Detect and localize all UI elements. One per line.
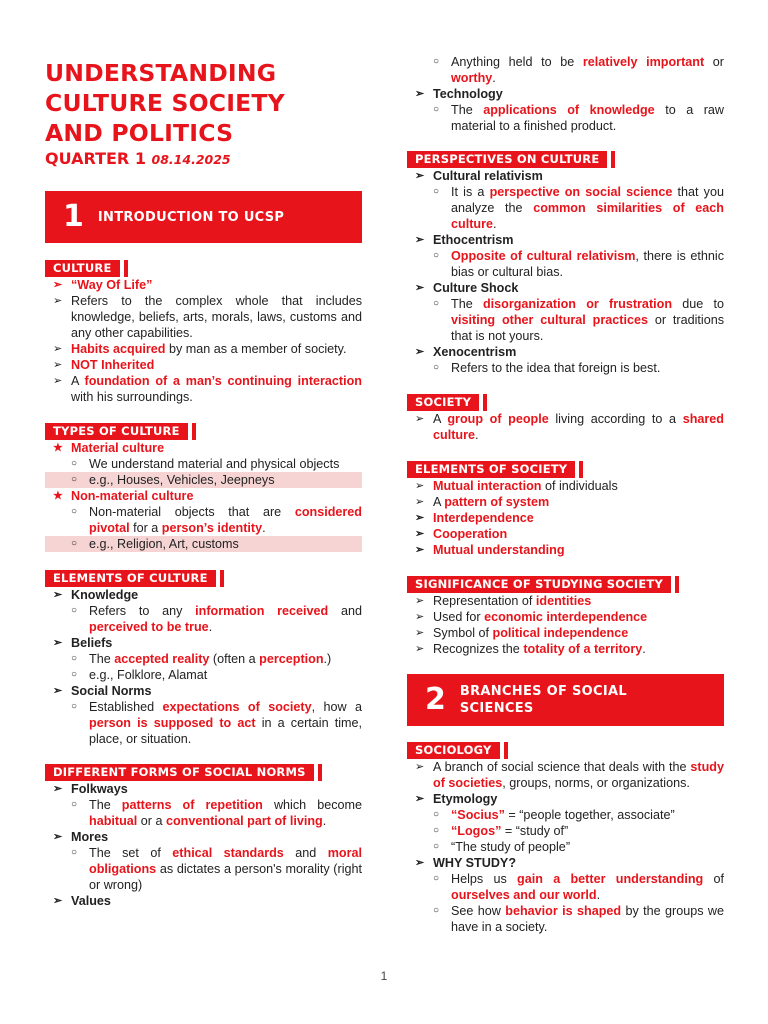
elements-society-list — [407, 478, 724, 558]
star-icon: ★ — [53, 442, 63, 454]
circle-icon: ○ — [71, 458, 78, 469]
list-item: ➢ Knowledge — [53, 588, 139, 602]
arrow-icon: ➢ — [53, 343, 63, 355]
arrow-icon: ➢ — [415, 170, 425, 182]
types-list — [45, 440, 362, 552]
list-item: ➢ Cooperation — [415, 527, 508, 541]
list-item: ○ Established expectations of society, how a person is supposed to act in a certain time, place, or situation. — [71, 700, 362, 746]
circle-icon: ○ — [433, 841, 440, 852]
arrow-icon: ➢ — [53, 295, 63, 307]
list-item: ○ Refers to the idea that foreign is best. — [433, 361, 661, 375]
circle-icon: ○ — [433, 298, 440, 309]
list-item: ➢ A group of people living according to a shared culture. — [415, 412, 724, 442]
list-item: ➢ Recognizes the totality of a territory. — [415, 642, 646, 656]
list-item: ➢ Culture Shock — [415, 281, 519, 295]
sociology-list — [407, 759, 724, 935]
circle-icon: ○ — [433, 362, 440, 373]
tag-forms-of-social-norms: DIFFERENT FORMS OF SOCIAL NORMS — [45, 764, 318, 781]
arrow-icon: ➢ — [415, 544, 425, 556]
section-title: BRANCHES OF SOCIAL SCIENCES — [459, 684, 627, 716]
quarter-heading: QUARTER 1 08.14.2025 — [45, 149, 231, 168]
arrow-icon: ➢ — [53, 831, 63, 843]
list-item: ➢ Habits acquired by man as a member of society. — [53, 342, 347, 356]
arrow-icon: ➢ — [415, 480, 425, 492]
arrow-icon: ➢ — [415, 346, 425, 358]
list-item: ➢ Interdependence — [415, 511, 534, 525]
list-item: ➢ Values — [53, 894, 111, 908]
circle-icon: ○ — [71, 653, 78, 664]
left-column — [45, 58, 362, 909]
arrow-icon: ➢ — [415, 234, 425, 246]
list-item: ○ The applications of knowledge to a raw material to a finished product. — [433, 103, 725, 133]
arrow-icon: ➢ — [415, 595, 425, 607]
circle-icon: ○ — [71, 847, 78, 858]
arrow-icon: ➢ — [53, 685, 63, 697]
arrow-icon: ➢ — [415, 282, 425, 294]
arrow-icon: ➢ — [415, 793, 425, 805]
elements-culture-list — [45, 587, 362, 747]
list-item: ➢ Cultural relativism — [415, 169, 543, 183]
section-number: 1 — [63, 199, 84, 234]
arrow-icon: ➢ — [53, 783, 63, 795]
tag-elements-of-society: ELEMENTS OF SOCIETY — [407, 461, 579, 478]
arrow-icon: ➢ — [415, 857, 425, 869]
forms-list-continued — [407, 54, 724, 134]
circle-icon: ○ — [71, 669, 78, 680]
tag-sociology: SOCIOLOGY — [407, 742, 504, 759]
circle-icon: ○ — [71, 538, 78, 549]
list-item: ○ It is a perspective on social science that you analyze the common similarities of each culture. — [433, 185, 724, 231]
tag-perspectives-on-culture: PERSPECTIVES ON CULTURE — [407, 151, 611, 168]
society-list — [407, 411, 724, 443]
section-banner-2 — [407, 674, 724, 726]
list-item: ○ The patterns of repetition which become habitual or a conventional part of living. — [71, 798, 363, 828]
arrow-icon: ➢ — [53, 589, 63, 601]
circle-icon: ○ — [433, 825, 440, 836]
circle-icon: ○ — [433, 250, 440, 261]
circle-icon: ○ — [71, 701, 78, 712]
circle-icon: ○ — [433, 873, 440, 884]
arrow-icon: ➢ — [53, 637, 63, 649]
list-item: ○ Anything held to be relatively important or worthy. — [433, 55, 724, 85]
list-item: ○ e.g., Religion, Art, customs — [45, 536, 362, 552]
page-title: UNDERSTANDING CULTURE SOCIETY AND POLITICS — [45, 59, 285, 147]
star-icon: ★ — [53, 490, 63, 502]
list-item: ➢ Used for economic interdependence — [415, 610, 648, 624]
list-item: ➢ Xenocentrism — [415, 345, 517, 359]
list-item: ➢ Ethocentrism — [415, 233, 514, 247]
circle-icon: ○ — [433, 186, 440, 197]
tag-culture: CULTURE — [45, 260, 124, 277]
arrow-icon: ➢ — [53, 359, 63, 371]
circle-icon: ○ — [433, 809, 440, 820]
list-item: ➢ Mutual understanding — [415, 543, 565, 557]
list-item: ➢ NOT Inherited — [53, 358, 155, 372]
section-title: INTRODUCTION TO UCSP — [97, 209, 285, 225]
section-banner-1 — [45, 191, 362, 243]
list-item: ➢ Technology — [415, 87, 503, 101]
list-item: ➢ Social Norms — [53, 684, 152, 698]
arrow-icon: ➢ — [415, 528, 425, 540]
circle-icon: ○ — [71, 474, 78, 485]
list-item: ○ “The study of people” — [433, 840, 571, 854]
list-item: ➢ Folkways — [53, 782, 128, 796]
perspectives-list — [407, 168, 724, 376]
tag-elements-of-culture: ELEMENTS OF CULTURE — [45, 570, 220, 587]
list-item: ○ The accepted reality (often a perception.) — [71, 652, 332, 666]
circle-icon: ○ — [71, 506, 78, 517]
forms-list — [45, 781, 362, 909]
date: 08.14.2025 — [151, 152, 231, 167]
tag-significance-of-studying-society: SIGNIFICANCE OF STUDYING SOCIETY — [407, 576, 675, 593]
list-item: ➢ Beliefs — [53, 636, 113, 650]
list-item: ○ See how behavior is shaped by the groups we have in a society. — [433, 904, 724, 934]
arrow-icon: ➢ — [415, 643, 425, 655]
list-item: ○ “Socius” = “people together, associate” — [433, 808, 675, 822]
arrow-icon: ➢ — [53, 895, 63, 907]
page-number: 1 — [380, 969, 388, 983]
list-item: ➢ Symbol of political independence — [415, 626, 629, 640]
list-item: ○ Non-material objects that are considered pivotal for a person’s identity. — [71, 505, 362, 535]
arrow-icon: ➢ — [415, 627, 425, 639]
list-item: ➢ Mores — [53, 830, 109, 844]
right-column — [407, 54, 724, 935]
arrow-icon: ➢ — [415, 761, 425, 773]
list-item: ★ Non-material culture — [53, 489, 194, 503]
tag-types-of-culture: TYPES OF CULTURE — [45, 423, 192, 440]
arrow-icon: ➢ — [415, 512, 425, 524]
list-item: ○ Helps us gain a better understanding of ourselves and our world. — [433, 872, 724, 902]
significance-list — [407, 593, 724, 657]
list-item: ➢ Representation of identities — [415, 594, 592, 608]
list-item: ○ The set of ethical standards and moral obligations as dictates a person's morality (right or wrong) — [71, 846, 362, 892]
circle-icon: ○ — [433, 104, 440, 115]
list-item: ➢ “Way Of Life” — [53, 278, 153, 292]
list-item: ○ Opposite of cultural relativism, there is ethnic bias or cultural bias. — [433, 249, 724, 279]
list-item: ○ e.g., Folklore, Alamat — [71, 668, 208, 682]
list-item: ○ We understand material and physical objects — [71, 457, 340, 471]
tag-society: SOCIETY — [407, 394, 483, 411]
list-item: ★ Material culture — [53, 441, 165, 455]
list-item: ➢ Etymology — [415, 792, 498, 806]
arrow-icon: ➢ — [53, 279, 63, 291]
circle-icon: ○ — [433, 56, 440, 67]
arrow-icon: ➢ — [415, 496, 425, 508]
circle-icon: ○ — [71, 605, 78, 616]
list-item: ➢ A branch of social science that deals with the study of societies, groups, norms, or organizations. — [415, 760, 724, 790]
arrow-icon: ➢ — [53, 375, 63, 387]
circle-icon: ○ — [433, 905, 440, 916]
section-number: 2 — [425, 682, 446, 717]
arrow-icon: ➢ — [415, 88, 425, 100]
list-item: ➢ A pattern of system — [415, 495, 550, 509]
list-item: ➢ A foundation of a man’s continuing interaction with his surroundings. — [53, 374, 362, 404]
list-item: ➢ Mutual interaction of individuals — [415, 479, 618, 493]
list-item: ○ Refers to any information received and perceived to be true. — [71, 604, 363, 634]
arrow-icon: ➢ — [415, 413, 425, 425]
circle-icon: ○ — [71, 799, 78, 810]
list-item: ○ e.g., Houses, Vehicles, Jeepneys — [45, 472, 362, 488]
culture-list — [45, 277, 362, 405]
list-item: ○ “Logos” = “study of” — [433, 824, 569, 838]
arrow-icon: ➢ — [415, 611, 425, 623]
list-item: ➢ WHY STUDY? — [415, 856, 517, 870]
list-item: ➢ Refers to the complex whole that includes knowledge, beliefs, arts, morals, laws, customs and any other capabilities. — [53, 294, 362, 340]
list-item: ○ The disorganization or frustration due to visiting other cultural practices or traditions that is not yours. — [433, 297, 725, 343]
